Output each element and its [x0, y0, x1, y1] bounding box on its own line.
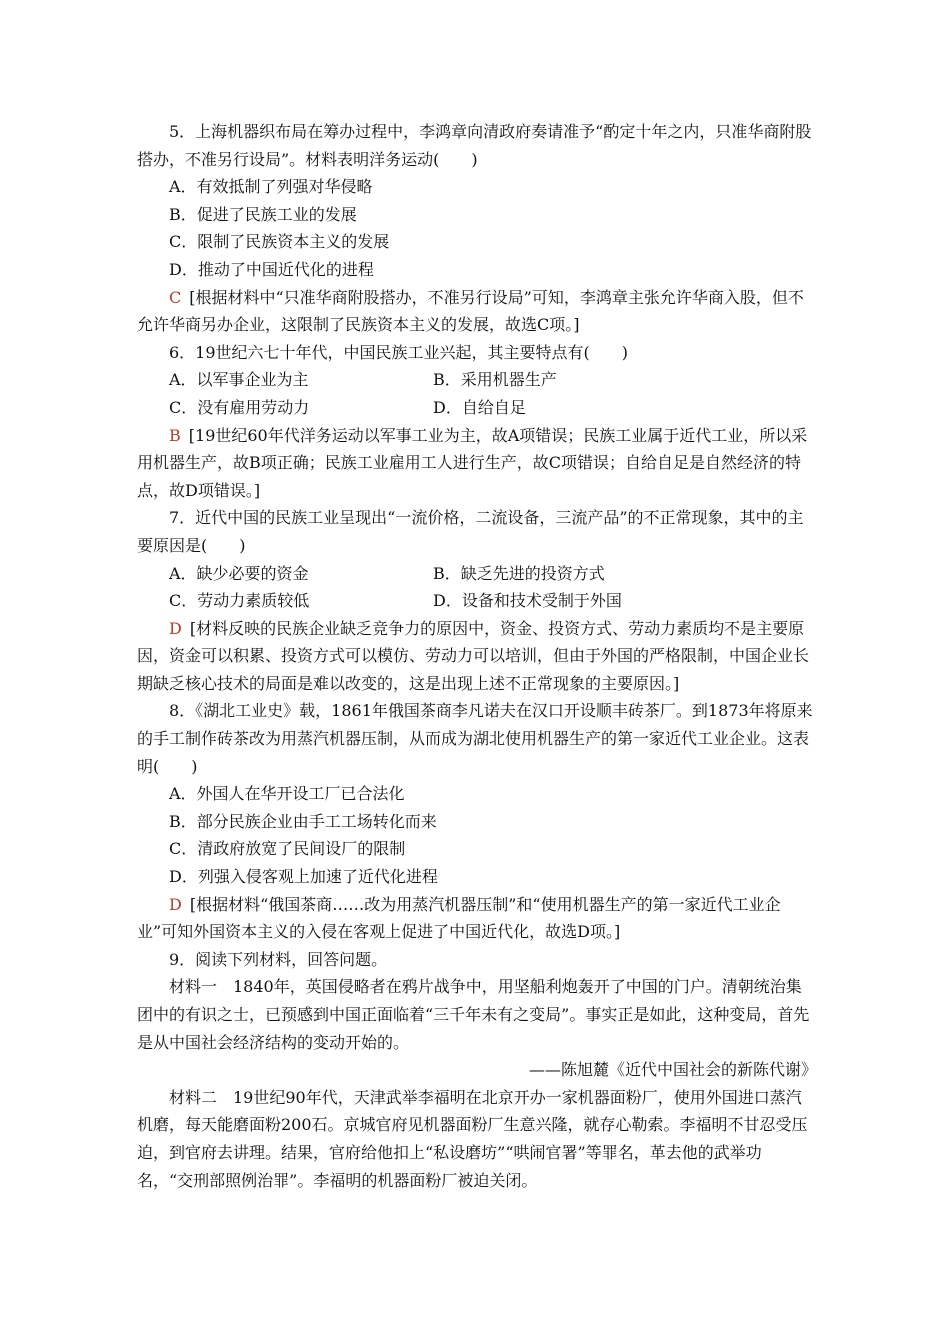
- question-6-explanation: [19世纪60年代洋务运动以军事工业为主，故A项错误；民族工业属于近代工业，所以采用机器生产，故B项正确；民族工业雇用工人进行生产，故C项错误；自给自足是自然经济的特点，故D项错误。]: [137, 425, 808, 500]
- question-5-answer: [137, 284, 817, 339]
- question-6-stem: 6．19世纪六七十年代，中国民族工业兴起，其主要特点有( ): [169, 342, 629, 362]
- question-7-answer-key: D: [169, 618, 182, 638]
- question-7-options-row-2: [137, 587, 817, 615]
- question-7-stem: 7．近代中国的民族工业呈现出“一流价格，二流设备，三流产品”的不正常现象，其中的主要原因是( ): [137, 508, 804, 555]
- question-9-stem: 9．阅读下列材料，回答问题。: [169, 949, 388, 969]
- question-5-explanation: [根据材料中“只准华商附股搭办，不准另行设局”可知，李鸿章主张允许华商入股，但不允许华商另办企业，这限制了民族资本主义的发展，故选C项。]: [137, 287, 804, 335]
- question-5-option-d: D．推动了中国近代化的进程: [169, 259, 374, 279]
- question-6-option-d: D．自给自足: [433, 397, 526, 417]
- question-6-option-a: A．以军事企业为主: [169, 370, 309, 390]
- question-9-source-1: ——陈旭麓《近代中国社会的新陈代谢》: [528, 1060, 817, 1080]
- question-9-material-2: 材料二 19世纪90年代，天津武举李福明在北京开办一家机器面粉厂，使用外国进口蒸汽机磨，每天能磨面粉200石。京城官府见机器面粉厂生意兴隆，就存心勒索。李福明不甘忍受压迫，到官府去讲理。结果，官府给他扣上“私设磨坊”“哄闹官署”等罪名，革去他的武举功名，“交刑部照例治罪”。李福明的机器面粉厂被迫关闭。: [137, 1087, 808, 1190]
- question-7-options-row-1: [137, 560, 817, 588]
- question-5-option-b: B．促进了民族工业的发展: [169, 204, 357, 224]
- question-8-option-d: D．列强入侵客观上加速了近代化进程: [169, 867, 438, 887]
- page-content: [137, 118, 817, 1194]
- question-8-answer-key: D: [169, 894, 182, 914]
- question-5-stem: 5．上海机器织布局在筹办过程中，李鸿章向清政府奏请准予“酌定十年之内，只准华商附股搭办，不准另行设局”。材料表明洋务运动( ): [137, 122, 812, 169]
- question-6-answer: [137, 422, 817, 505]
- question-8-option-b: B．部分民族企业由手工工场转化而来: [169, 811, 437, 831]
- question-8-answer: [137, 891, 817, 946]
- question-5-option-c: C．限制了民族资本主义的发展: [169, 232, 390, 252]
- question-6-answer-key: B: [169, 425, 181, 445]
- question-7-option-c: C．劳动力素质较低: [169, 591, 310, 611]
- question-7-explanation: [材料反映的民族企业缺乏竞争力的原因中，资金、投资方式、劳动力素质均不是主要原因，资金可以积累、投资方式可以模仿、劳动力可以培训，但由于外国的严格限制，中国企业长期缺乏核心技术的局面是难以改变的，这是出现上述不正常现象的主要原因。]: [137, 618, 810, 693]
- question-5-answer-key: C: [169, 287, 182, 307]
- question-8-explanation: [根据材料“俄国茶商……改为用蒸汽机器压制”和“使用机器生产的第一家近代工业企业”可知外国资本主义的入侵在客观上促进了中国近代化，故选D项。]: [137, 894, 781, 942]
- question-8-stem: 8．《湖北工业史》载，1861年俄国茶商李凡诺夫在汉口开设顺丰砖茶厂。到1873年将原来的手工制作砖茶改为用蒸汽机器压制，从而成为湖北使用机器生产的第一家近代工业企业。这表明( ): [137, 701, 813, 776]
- question-6-options-row-1: [137, 366, 817, 394]
- question-6-option-c: C．没有雇用劳动力: [169, 397, 310, 417]
- question-5-option-a: A．有效抵制了列强对华侵略: [169, 177, 373, 197]
- question-6-options-row-2: [137, 394, 817, 422]
- question-7-option-d: D．设备和技术受制于外国: [433, 591, 622, 611]
- question-7-option-a: A．缺少必要的资金: [169, 563, 309, 583]
- question-7-answer: [137, 615, 817, 698]
- question-6-option-b: B．采用机器生产: [433, 370, 557, 390]
- question-7-option-b: B．缺乏先进的投资方式: [433, 563, 605, 583]
- question-9-material-1: 材料一 1840年，英国侵略者在鸦片战争中，用坚船利炮轰开了中国的门户。清朝统治集团中的有识之士，已预感到中国正面临着“三千年未有之变局”。事实正是如此，这种变局，首先是从中国社会经济结构的变动开始的。: [137, 977, 810, 1052]
- question-8-option-a: A．外国人在华开设工厂已合法化: [169, 784, 405, 804]
- question-8-option-c: C．清政府放宽了民间设厂的限制: [169, 839, 406, 859]
